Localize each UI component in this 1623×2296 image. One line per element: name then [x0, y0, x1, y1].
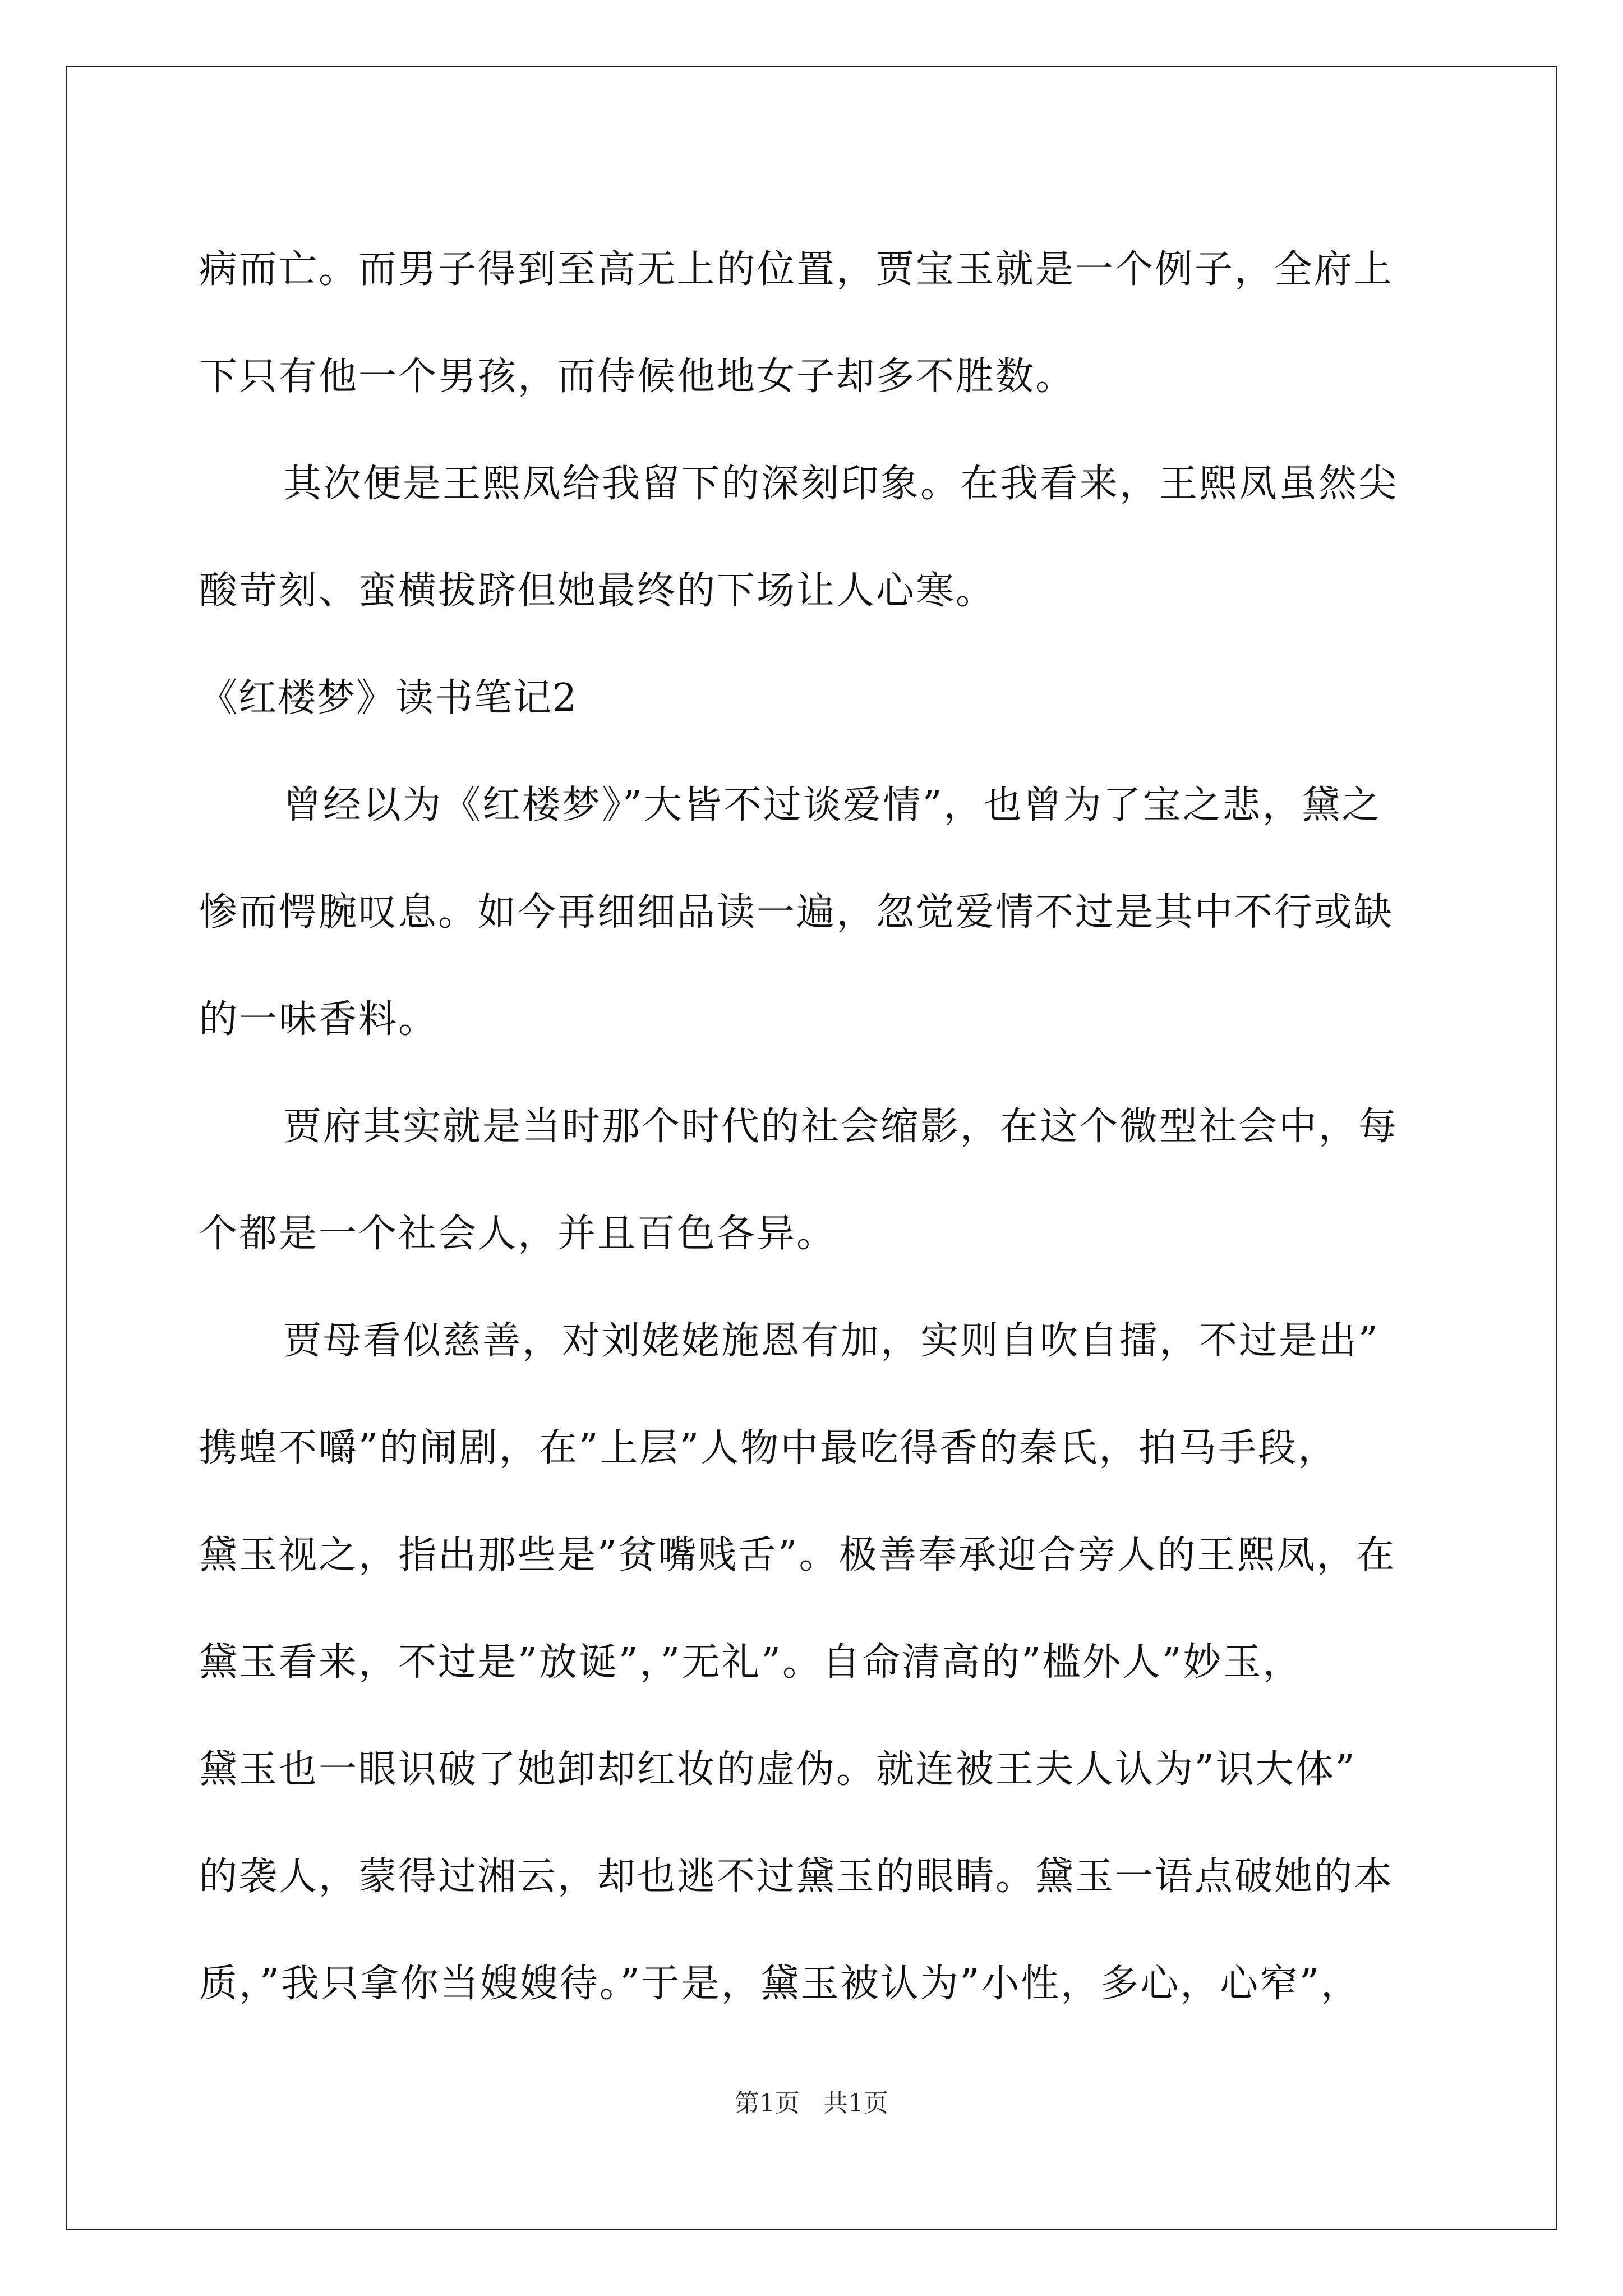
text-line: 黛玉也一眼识破了她卸却红妆的虚伪。就连被王夫人认为”识大体”	[199, 1747, 1357, 1792]
text-line: 病而亡。而男子得到至高无上的位置，贾宝玉就是一个例子，全府上	[199, 247, 1394, 292]
text-line: 黛玉视之，指出那些是”贫嘴贱舌”。极善奉承迎合旁人的王熙凤，在	[199, 1533, 1396, 1577]
page-footer: 第1页 共1页	[735, 2089, 888, 2118]
text-line: 下只有他一个男孩，而侍候他地女子却多不胜数。	[199, 355, 1076, 399]
text-line: 其次便是王熙凤给我留下的深刻印象。在我看来，王熙凤虽然尖	[283, 462, 1399, 506]
text-line: 曾经以为《红楼梦》”大皆不过谈爱情”，也曾为了宝之悲，黛之	[283, 783, 1382, 827]
text-line: 贾府其实就是当时那个时代的社会缩影，在这个微型社会中，每	[283, 1105, 1399, 1149]
text-line: 个都是一个社会人，并且百色各异。	[199, 1212, 837, 1256]
text-line: 质，”我只拿你当嫂嫂待。”于是，黛玉被认为”小性，多心，心窄”，	[199, 1962, 1361, 2006]
text-line: 的袭人，蒙得过湘云，却也逃不过黛玉的眼睛。黛玉一语点破她的本	[199, 1855, 1394, 1899]
text-line: 携蝗不嚼”的闹剧，在”上层”人物中最吃得香的秦氏，拍马手段，	[199, 1426, 1338, 1470]
text-line: 黛玉看来，不过是”放诞”，”无礼”。自命清高的”槛外人”妙玉，	[199, 1640, 1303, 1685]
text-line: 酸苛刻、蛮横拔跻但她最终的下场让人心寒。	[199, 569, 996, 613]
section-heading: 《红楼梦》读书笔记2	[199, 676, 578, 720]
text-line: 的一味香料。	[199, 997, 439, 1042]
text-line: 惨而愕腕叹息。如今再细细品读一遍，忽觉爱情不过是其中不行或缺	[199, 890, 1394, 935]
text-line: 贾母看似慈善，对刘姥姥施恩有加，实则自吹自擂，不过是出”	[283, 1319, 1380, 1363]
document-body	[199, 216, 1436, 2037]
